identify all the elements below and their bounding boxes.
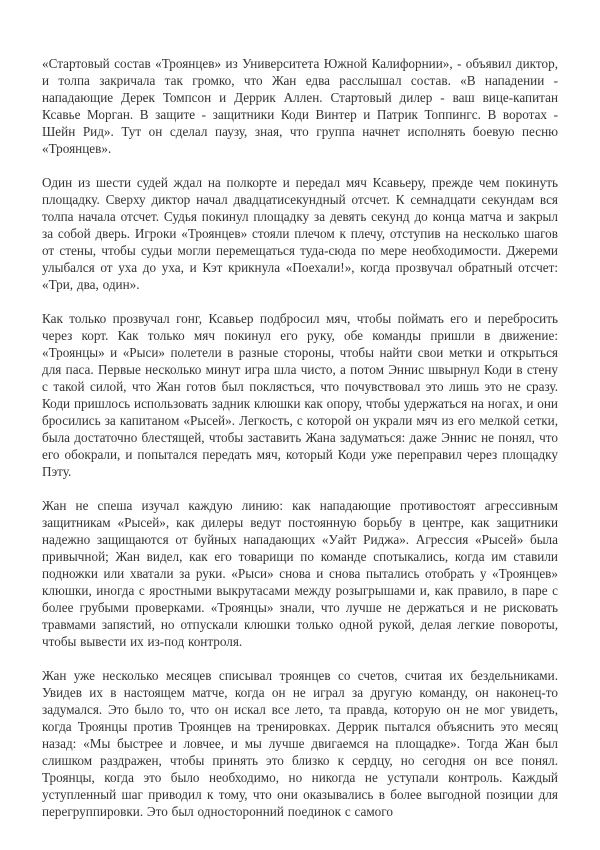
paragraph-2: Один из шести судей ждал на полкорте и передал мяч Ксавьеру, прежде чем покинуть площадку. Сверху диктор начал двадцатисекундный отсчет. К семнадцати секундам вся толпа начала отсчет. Судья покинул площадку за девять секунд до конца матча и закрыл за собой дверь. Игроки «Троянцев» стояли плечом к плечу, отступив на несколько шагов от стены, чтобы судьи могли перемещаться туда-сюда по мере необходимости. Джереми улыбался от уха до уха, и Кэт крикнула «Поехали!», когда прозвучал обратный отсчет: «Три, два, один».	[42, 175, 558, 292]
paragraph-3: Как только прозвучал гонг, Ксавьер подбросил мяч, чтобы поймать его и перебросить через корт. Как только мяч покинул его руку, обе команды пришли в движение: «Троянцы» и «Рыси» полетели в разные стороны, чтобы найти свои метки и открыться для паса. Первые несколько минут игра шла чисто, а потом Эннис швырнул Коди в стену с такой силой, что Жан готов был поклясться, что почувствовал это лишь это не сразу. Коди пришлось использовать задник клюшки как опору, чтобы удержаться на ногах, и они бросились за капитаном «Рысей». Легкость, с которой он украли мяч из его мелкой сетки, была достаточно блестящей, чтобы заставить Жана задуматься: даже Эннис не понял, что его обокрали, и попытался передать мяч, который Коди уже переправил через площадку Пэту.	[42, 311, 558, 479]
paragraph-1: «Стартовый состав «Троянцев» из Университета Южной Калифорнии», - объявил диктор, и толпа закричала так громко, что Жан едва расслышал состав. «В нападении - нападающие Дерек Томпсон и Деррик Аллен. Стартовый дилер - ваш вице-капитан Ксавье Морган. В защите - защитники Коди Винтер и Патрик Топпингс. В воротах - Шейн Рид». Тут он сделал паузу, зная, что группа начнет исполнять боевую песню «Троянцев».	[42, 56, 558, 156]
paragraph-5: Жан уже несколько месяцев списывал троянцев со счетов, считая их бездельниками. Увидев их в настоящем матче, когда он не играл за другую команду, он наконец-то задумался. Это было то, что он искал все лето, та правда, которую он не мог увидеть, когда Троянцы против Троянцев на тренировках. Деррик пытался объяснить это месяц назад: «Мы быстрее и ловчее, и мы лучше двигаемся на площадке». Тогда Жан был слишком раздражен, чтобы принять это близко к сердцу, но сегодня он все понял. Троянцы, когда это было необходимо, но никогда не уступали контроль. Каждый уступленный шаг приводил к тому, что они оказывались в более выгодной позиции для перегруппировки. Это был односторонний поединок с самого	[42, 668, 558, 819]
text-column	[42, 55, 558, 820]
paragraph-4: Жан не спеша изучал каждую линию: как нападающие противостоят агрессивным защитникам «Рысей», как дилеры ведут постоянную борьбу в центре, как защитники надежно защищаются от буйных нападающих «Уайт Риджа». Агрессия «Рысей» была привычной; Жан видел, как его товарищи по команде спотыкались, когда им ставили подножки или хватали за руки. «Рыси» снова и снова пытались отобрать у «Троянцев» клюшки, иногда с яростными выкрутасами между розыгрышами и, как правило, в паре с более грубыми проверками. «Троянцы» знали, что лучше не держаться и не рисковать травмами запястий, но отпускали клюшки только одной рукой, делая легкие повороты, чтобы вывести их из-под контроля.	[42, 498, 558, 649]
